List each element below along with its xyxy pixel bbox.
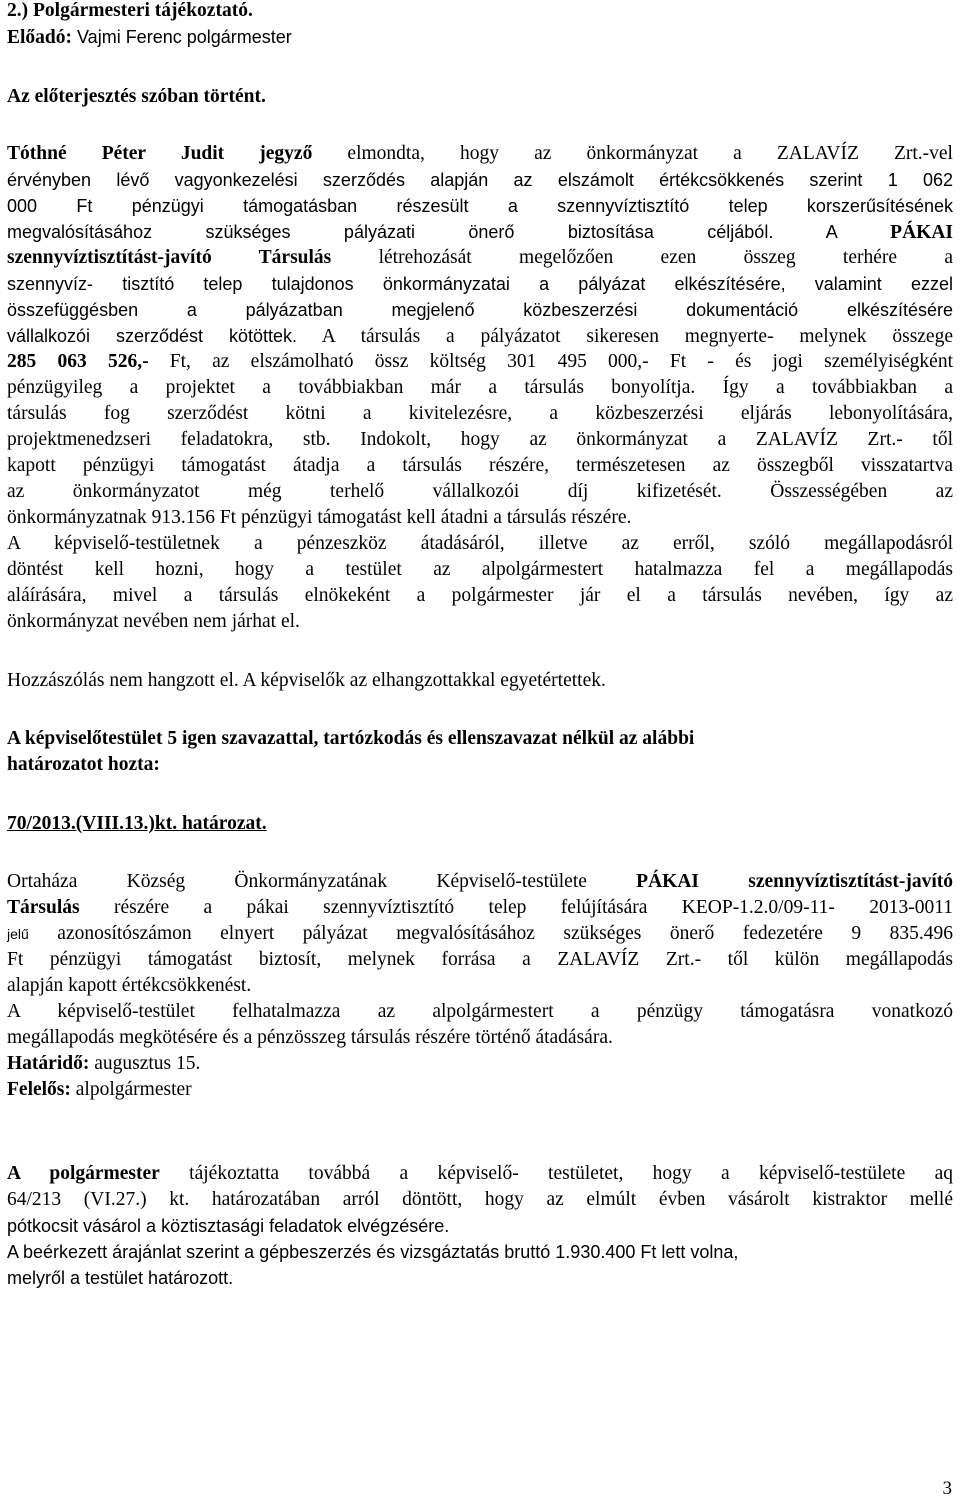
responsible-line xyxy=(7,1077,953,1103)
p1-text: Ft, az elszámolható össz költség 301 495 000,- Ft - és jogi személyiségként xyxy=(148,351,953,372)
resolution-line-4: Ft pénzügyi támogatást biztosít, melynek forrása a ZALAVÍZ Zrt.- től külön megállapodás xyxy=(7,949,953,970)
p1-line-4 xyxy=(7,219,953,245)
p1-line-13: kapott pénzügyi támogatást átadja a társulás részére, természetesen az összegből visszatartva xyxy=(7,455,953,476)
p2-line-2: döntést kell hozni, hogy a testület az alpolgármestert hatalmazza fel a megállapodás xyxy=(7,559,953,580)
clerk-name: Tóthné Péter Judit jegyző xyxy=(7,143,313,164)
p1-line-15: önkormányzatnak 913.156 Ft pénzügyi támogatást kell átadni a társulás részére. xyxy=(7,507,632,528)
presenter-value: Vajmi Ferenc polgármester xyxy=(72,27,292,47)
p3-line-4: A beérkezett árajánlat szerint a gépbeszerzés és vizsgáztatás bruttó 1.930.400 Ft lett volna, xyxy=(7,1242,739,1262)
p3-line-3: pótkocsit vásárol a köztisztasági feladatok elvégzésére. xyxy=(7,1216,450,1236)
association-name: PÁKAI xyxy=(890,222,953,243)
p1-line-3: 000 Ft pénzügyi támogatásban részesült a szennyvíztisztító telep korszerűsítésének xyxy=(7,196,953,216)
deadline-label: Határidő: xyxy=(7,1053,90,1074)
resolution-text: azonosítószámon elnyert pályázat megvalósításához szükséges önerő fedezetére 9 835.496 xyxy=(28,923,953,944)
presenter-label: Előadó: xyxy=(7,27,73,48)
p1-line-6: szennyvíz- tisztító telep tulajdonos önkormányzatai a pályázat elkészítésére, valamint ezzel xyxy=(7,274,953,294)
p1-text: megvalósításához szükséges pályázati önerő biztosítása céljából. A xyxy=(7,222,891,242)
p2-line-4: önkormányzat nevében nem járhat el. xyxy=(7,611,300,632)
association-name: szennyvíztisztítást-javító Társulás xyxy=(7,247,332,268)
p3-line-1 xyxy=(7,1161,953,1187)
p1-text: vállalkozói szerződést kötöttek. xyxy=(7,326,298,346)
responsible-value: alpolgármester xyxy=(70,1079,192,1100)
p1-line-2: érvényben lévő vagyonkezelési szerződés alapján az elszámolt értékcsökkenés szerint 1 062 xyxy=(7,170,953,190)
resolution-text: részére a pákai szennyvíztisztító telep felújítására KEOP-1.2.0/09-11- 2013-0011 xyxy=(79,897,953,918)
p1-text: A társulás a pályázatot sikeresen megnyerte- melynek összege xyxy=(297,326,953,347)
association-name: Társulás xyxy=(7,897,80,918)
resolution-line-3 xyxy=(7,921,953,947)
resolution-number-text: 70/2013.(VIII.13.)kt. határozat. xyxy=(7,813,267,834)
p1-text: elmondta, hogy az önkormányzat a ZALAVÍZ Zrt.-vel xyxy=(312,143,953,164)
p1-line-1 xyxy=(7,141,953,167)
deadline-value: augusztus 15. xyxy=(89,1053,201,1074)
p1-line-9 xyxy=(7,349,953,375)
resolution-number xyxy=(7,811,953,837)
item-title: 2.) Polgármesteri tájékoztató. xyxy=(7,0,253,21)
p1-line-10: pénzügyileg a projektet a továbbiakban már a társulás bonyolítja. Így a továbbiakban a xyxy=(7,377,953,398)
p1-line-7: összefüggésben a pályázatban megjelenő közbeszerzési dokumentáció elkészítésére xyxy=(7,300,953,320)
resolution-line-6: A képviselő-testület felhatalmazza az alpolgármestert a pénzügy támogatásra vonatkozó xyxy=(7,1001,953,1022)
presenter-line xyxy=(7,24,953,51)
resolution-text: jelű xyxy=(7,926,29,942)
p2-line-3: aláírására, mivel a társulás elnökeként a polgármester jár el a társulás nevében, így az xyxy=(7,585,953,606)
mayor-label: A polgármester xyxy=(7,1163,160,1184)
vote-line-1: A képviselőtestület 5 igen szavazattal, tartózkodás és ellenszavazat nélkül az alábbi xyxy=(7,728,695,749)
p3-line-2: 64/213 (VI.27.) kt. határozatában arról döntött, hogy az elmúlt évben vásárolt kistraktor mellé xyxy=(7,1189,953,1210)
resolution-line-5: alapján kapott értékcsökkenést. xyxy=(7,975,252,996)
resolution-line-2 xyxy=(7,895,953,921)
p1-line-8 xyxy=(7,323,953,349)
p1-line-11: társulás fog szerződést kötni a kivitelezésre, a közbeszerzési eljárás lebonyolítására, xyxy=(7,403,953,424)
p3-text: tájékoztatta továbbá a képviselő- testületet, hogy a képviselő-testülete aq xyxy=(159,1163,953,1184)
p1-line-5 xyxy=(7,245,953,271)
p1-text: létrehozását megelőzően ezen összeg terhére a xyxy=(331,247,953,268)
deadline-line xyxy=(7,1051,953,1077)
page-number: 3 xyxy=(942,1478,952,1499)
comments-line: Hozzászólás nem hangzott el. A képviselők az elhangzottakkal egyetértettek. xyxy=(7,670,606,691)
resolution-line-7: megállapodás megkötésére és a pénzösszeg társulás részére történő átadására. xyxy=(7,1027,613,1048)
p1-line-12: projektmenedzseri feladatokra, stb. Indokolt, hogy az önkormányzat a ZALAVÍZ Zrt.- től xyxy=(7,429,953,450)
resolution-line-1 xyxy=(7,869,953,895)
oral-note: Az előterjesztés szóban történt. xyxy=(7,86,266,107)
p2-line-1: A képviselő-testületnek a pénzeszköz átadásáról, illetve az erről, szóló megállapodásról xyxy=(7,533,953,554)
resolution-text: Ortaháza Község Önkormányzatának Képviselő-testülete xyxy=(7,871,637,892)
p1-line-14: az önkormányzatot még terhelő vállalkozói díj kifizetését. Összességében az xyxy=(7,481,953,502)
p3-line-5: melyről a testület határozott. xyxy=(7,1268,234,1288)
vote-line-2: határozatot hozta: xyxy=(7,754,160,775)
responsible-label: Felelős: xyxy=(7,1079,71,1100)
association-name: PÁKAI szennyvíztisztítást-javító xyxy=(636,871,953,892)
grant-amount: 285 063 526,- xyxy=(7,351,149,372)
